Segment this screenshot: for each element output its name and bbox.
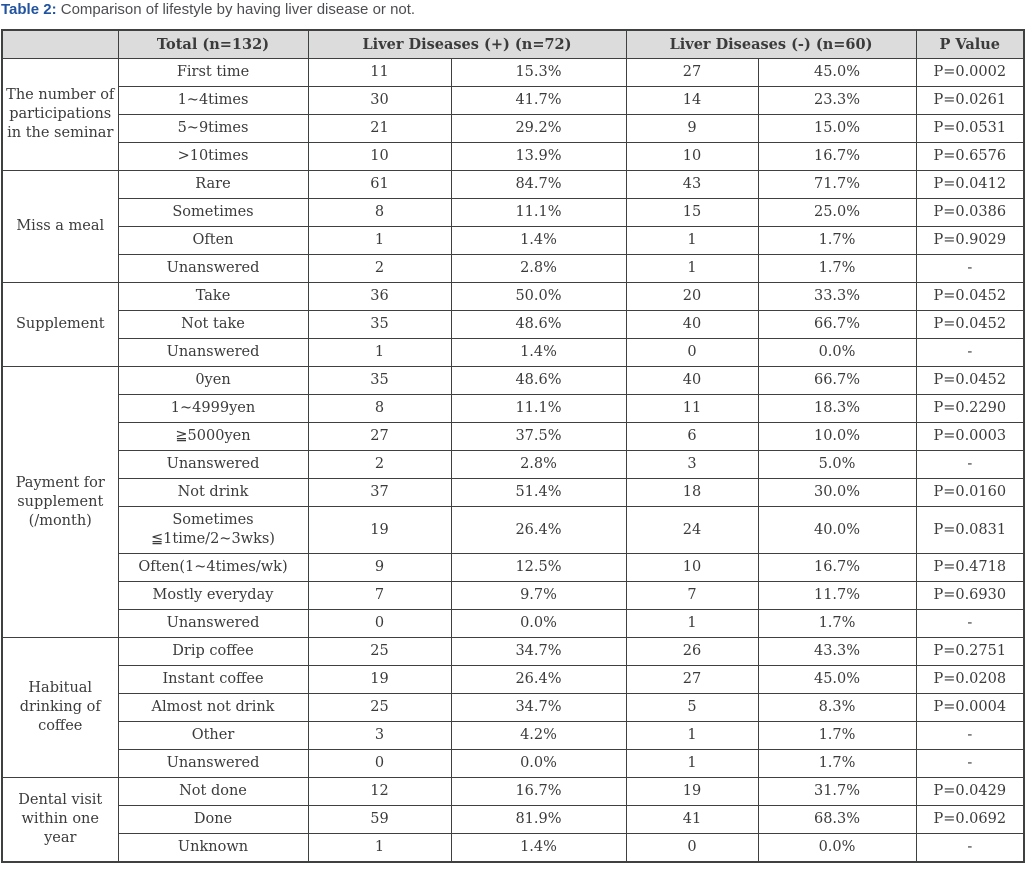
liver-pos-count-cell: 12 [308, 778, 451, 806]
liver-neg-count-cell: 27 [626, 59, 758, 87]
p-value-cell: P=0.0452 [916, 311, 1024, 339]
liver-neg-percent-cell: 0.0% [758, 834, 916, 863]
liver-neg-count-cell: 0 [626, 834, 758, 863]
liver-pos-percent-cell: 0.0% [451, 610, 626, 638]
liver-pos-percent-cell: 26.4% [451, 507, 626, 554]
liver-pos-count-cell: 1 [308, 339, 451, 367]
lifestyle-comparison-table [1, 29, 1025, 863]
table-row [2, 582, 1024, 610]
table-row [2, 367, 1024, 395]
table-row [2, 451, 1024, 479]
table-row [2, 59, 1024, 87]
header-liver-diseases-positive: Liver Diseases (+) (n=72) [308, 30, 626, 59]
liver-pos-percent-cell: 1.4% [451, 834, 626, 863]
liver-neg-count-cell: 15 [626, 199, 758, 227]
liver-neg-count-cell: 41 [626, 806, 758, 834]
liver-pos-percent-cell: 34.7% [451, 694, 626, 722]
p-value-cell: P=0.0208 [916, 666, 1024, 694]
liver-neg-percent-cell: 45.0% [758, 666, 916, 694]
category-cell: Unanswered [118, 339, 308, 367]
liver-pos-count-cell: 9 [308, 554, 451, 582]
liver-neg-percent-cell: 1.7% [758, 610, 916, 638]
liver-neg-count-cell: 20 [626, 283, 758, 311]
liver-pos-percent-cell: 51.4% [451, 479, 626, 507]
liver-pos-percent-cell: 16.7% [451, 778, 626, 806]
table-row [2, 143, 1024, 171]
liver-neg-percent-cell: 18.3% [758, 395, 916, 423]
liver-neg-percent-cell: 33.3% [758, 283, 916, 311]
liver-neg-percent-cell: 16.7% [758, 554, 916, 582]
liver-neg-count-cell: 9 [626, 115, 758, 143]
liver-pos-count-cell: 59 [308, 806, 451, 834]
liver-pos-percent-cell: 2.8% [451, 255, 626, 283]
p-value-cell: P=0.9029 [916, 227, 1024, 255]
p-value-cell: P=0.0160 [916, 479, 1024, 507]
liver-pos-count-cell: 36 [308, 283, 451, 311]
liver-pos-percent-cell: 37.5% [451, 423, 626, 451]
liver-pos-count-cell: 19 [308, 507, 451, 554]
liver-pos-percent-cell: 50.0% [451, 283, 626, 311]
liver-pos-percent-cell: 1.4% [451, 339, 626, 367]
liver-neg-count-cell: 40 [626, 367, 758, 395]
table-row [2, 666, 1024, 694]
liver-pos-count-cell: 8 [308, 395, 451, 423]
p-value-cell: P=0.0003 [916, 423, 1024, 451]
liver-neg-count-cell: 10 [626, 554, 758, 582]
p-value-cell: - [916, 722, 1024, 750]
p-value-cell: P=0.0261 [916, 87, 1024, 115]
row-group-label: The number of participations in the seminar [2, 59, 118, 171]
category-cell: Rare [118, 171, 308, 199]
category-cell: Other [118, 722, 308, 750]
liver-pos-count-cell: 21 [308, 115, 451, 143]
table-row [2, 750, 1024, 778]
p-value-cell: - [916, 834, 1024, 863]
liver-neg-count-cell: 3 [626, 451, 758, 479]
liver-neg-count-cell: 0 [626, 339, 758, 367]
p-value-cell: P=0.0452 [916, 367, 1024, 395]
liver-neg-count-cell: 26 [626, 638, 758, 666]
table-row [2, 199, 1024, 227]
liver-pos-percent-cell: 48.6% [451, 311, 626, 339]
table-row [2, 806, 1024, 834]
table-row [2, 722, 1024, 750]
liver-pos-percent-cell: 4.2% [451, 722, 626, 750]
liver-neg-percent-cell: 23.3% [758, 87, 916, 115]
category-cell: Unanswered [118, 255, 308, 283]
table-row [2, 227, 1024, 255]
table-row [2, 395, 1024, 423]
liver-neg-percent-cell: 1.7% [758, 227, 916, 255]
table-row [2, 610, 1024, 638]
liver-pos-count-cell: 10 [308, 143, 451, 171]
liver-pos-percent-cell: 0.0% [451, 750, 626, 778]
category-cell: Not take [118, 311, 308, 339]
liver-neg-percent-cell: 1.7% [758, 722, 916, 750]
liver-neg-percent-cell: 5.0% [758, 451, 916, 479]
category-cell: First time [118, 59, 308, 87]
liver-neg-count-cell: 1 [626, 255, 758, 283]
category-cell: Take [118, 283, 308, 311]
liver-neg-percent-cell: 43.3% [758, 638, 916, 666]
category-cell: 0yen [118, 367, 308, 395]
liver-pos-count-cell: 25 [308, 694, 451, 722]
liver-pos-percent-cell: 11.1% [451, 199, 626, 227]
p-value-cell: P=0.2290 [916, 395, 1024, 423]
p-value-cell: P=0.0531 [916, 115, 1024, 143]
table-caption-label: Table 2: [1, 1, 57, 18]
liver-neg-percent-cell: 31.7% [758, 778, 916, 806]
category-cell: Unknown [118, 834, 308, 863]
category-cell: Unanswered [118, 451, 308, 479]
liver-neg-percent-cell: 71.7% [758, 171, 916, 199]
category-cell: Almost not drink [118, 694, 308, 722]
table-row [2, 834, 1024, 863]
category-cell: Not drink [118, 479, 308, 507]
liver-pos-percent-cell: 2.8% [451, 451, 626, 479]
liver-pos-count-cell: 1 [308, 834, 451, 863]
category-cell: 1~4999yen [118, 395, 308, 423]
table-caption-text: Comparison of lifestyle by having liver disease or not. [60, 1, 416, 18]
liver-neg-percent-cell: 40.0% [758, 507, 916, 554]
liver-neg-count-cell: 1 [626, 750, 758, 778]
p-value-cell: - [916, 451, 1024, 479]
table-row [2, 638, 1024, 666]
table-row [2, 554, 1024, 582]
liver-neg-count-cell: 18 [626, 479, 758, 507]
header-row [2, 30, 1024, 59]
liver-neg-percent-cell: 30.0% [758, 479, 916, 507]
header-total: Total (n=132) [118, 30, 308, 59]
liver-neg-count-cell: 1 [626, 722, 758, 750]
liver-pos-percent-cell: 29.2% [451, 115, 626, 143]
category-cell: Unanswered [118, 610, 308, 638]
liver-pos-count-cell: 61 [308, 171, 451, 199]
liver-neg-count-cell: 6 [626, 423, 758, 451]
liver-pos-count-cell: 27 [308, 423, 451, 451]
table-row [2, 115, 1024, 143]
table-caption [1, 1, 1025, 19]
category-cell: Mostly everyday [118, 582, 308, 610]
liver-pos-count-cell: 35 [308, 367, 451, 395]
liver-pos-count-cell: 30 [308, 87, 451, 115]
p-value-cell: P=0.0429 [916, 778, 1024, 806]
table-row [2, 778, 1024, 806]
header-liver-diseases-negative: Liver Diseases (-) (n=60) [626, 30, 916, 59]
liver-pos-count-cell: 25 [308, 638, 451, 666]
row-group-label: Miss a meal [2, 171, 118, 283]
liver-pos-percent-cell: 48.6% [451, 367, 626, 395]
liver-neg-percent-cell: 66.7% [758, 311, 916, 339]
liver-pos-count-cell: 7 [308, 582, 451, 610]
liver-neg-count-cell: 14 [626, 87, 758, 115]
liver-pos-percent-cell: 41.7% [451, 87, 626, 115]
category-cell: Not done [118, 778, 308, 806]
liver-pos-count-cell: 2 [308, 255, 451, 283]
table-row [2, 507, 1024, 554]
liver-neg-percent-cell: 8.3% [758, 694, 916, 722]
table-row [2, 255, 1024, 283]
liver-pos-count-cell: 1 [308, 227, 451, 255]
category-cell: Sometimes [118, 199, 308, 227]
liver-neg-percent-cell: 16.7% [758, 143, 916, 171]
liver-neg-count-cell: 24 [626, 507, 758, 554]
category-cell: Often [118, 227, 308, 255]
table-row [2, 311, 1024, 339]
liver-pos-count-cell: 37 [308, 479, 451, 507]
liver-pos-percent-cell: 15.3% [451, 59, 626, 87]
header-p-value: P Value [916, 30, 1024, 59]
liver-neg-count-cell: 1 [626, 610, 758, 638]
liver-neg-percent-cell: 1.7% [758, 255, 916, 283]
p-value-cell: P=0.0002 [916, 59, 1024, 87]
liver-neg-percent-cell: 0.0% [758, 339, 916, 367]
liver-pos-count-cell: 11 [308, 59, 451, 87]
table-row [2, 339, 1024, 367]
liver-pos-percent-cell: 13.9% [451, 143, 626, 171]
liver-neg-count-cell: 5 [626, 694, 758, 722]
category-cell: 1~4times [118, 87, 308, 115]
liver-pos-count-cell: 0 [308, 610, 451, 638]
p-value-cell: - [916, 339, 1024, 367]
liver-neg-percent-cell: 11.7% [758, 582, 916, 610]
table-row [2, 694, 1024, 722]
p-value-cell: P=0.0004 [916, 694, 1024, 722]
p-value-cell: - [916, 255, 1024, 283]
liver-neg-count-cell: 19 [626, 778, 758, 806]
liver-pos-percent-cell: 9.7% [451, 582, 626, 610]
liver-neg-percent-cell: 45.0% [758, 59, 916, 87]
liver-pos-percent-cell: 81.9% [451, 806, 626, 834]
liver-pos-percent-cell: 12.5% [451, 554, 626, 582]
category-cell: Drip coffee [118, 638, 308, 666]
table-row [2, 479, 1024, 507]
liver-pos-count-cell: 19 [308, 666, 451, 694]
p-value-cell: P=0.2751 [916, 638, 1024, 666]
p-value-cell: P=0.0831 [916, 507, 1024, 554]
p-value-cell: P=0.0412 [916, 171, 1024, 199]
liver-neg-percent-cell: 25.0% [758, 199, 916, 227]
category-cell: Done [118, 806, 308, 834]
liver-neg-count-cell: 11 [626, 395, 758, 423]
liver-pos-count-cell: 8 [308, 199, 451, 227]
table-row [2, 171, 1024, 199]
liver-neg-percent-cell: 66.7% [758, 367, 916, 395]
row-group-label: Habitual drinking of coffee [2, 638, 118, 778]
liver-pos-percent-cell: 26.4% [451, 666, 626, 694]
p-value-cell: P=0.0692 [916, 806, 1024, 834]
liver-pos-percent-cell: 34.7% [451, 638, 626, 666]
liver-pos-count-cell: 2 [308, 451, 451, 479]
liver-pos-percent-cell: 1.4% [451, 227, 626, 255]
liver-pos-count-cell: 0 [308, 750, 451, 778]
category-cell: Often(1~4times/wk) [118, 554, 308, 582]
liver-neg-percent-cell: 1.7% [758, 750, 916, 778]
row-group-label: Supplement [2, 283, 118, 367]
liver-pos-percent-cell: 11.1% [451, 395, 626, 423]
liver-pos-count-cell: 3 [308, 722, 451, 750]
p-value-cell: P=0.0386 [916, 199, 1024, 227]
liver-pos-percent-cell: 84.7% [451, 171, 626, 199]
header-corner-cell [2, 30, 118, 59]
row-group-label: Payment for supplement (/month) [2, 367, 118, 638]
p-value-cell: P=0.0452 [916, 283, 1024, 311]
category-cell: ≧5000yen [118, 423, 308, 451]
liver-pos-count-cell: 35 [308, 311, 451, 339]
liver-neg-count-cell: 10 [626, 143, 758, 171]
p-value-cell: - [916, 610, 1024, 638]
liver-neg-percent-cell: 68.3% [758, 806, 916, 834]
category-cell: 5~9times [118, 115, 308, 143]
category-cell: Instant coffee [118, 666, 308, 694]
table-row [2, 423, 1024, 451]
row-group-label: Dental visit within one year [2, 778, 118, 863]
category-cell: Unanswered [118, 750, 308, 778]
liver-neg-count-cell: 1 [626, 227, 758, 255]
liver-neg-count-cell: 40 [626, 311, 758, 339]
category-cell: >10times [118, 143, 308, 171]
liver-neg-percent-cell: 10.0% [758, 423, 916, 451]
p-value-cell: - [916, 750, 1024, 778]
liver-neg-count-cell: 7 [626, 582, 758, 610]
p-value-cell: P=0.6576 [916, 143, 1024, 171]
liver-neg-percent-cell: 15.0% [758, 115, 916, 143]
category-cell: Sometimes ≦1time/2~3wks) [118, 507, 308, 554]
liver-neg-count-cell: 43 [626, 171, 758, 199]
p-value-cell: P=0.6930 [916, 582, 1024, 610]
table-row [2, 283, 1024, 311]
table-row [2, 87, 1024, 115]
p-value-cell: P=0.4718 [916, 554, 1024, 582]
liver-neg-count-cell: 27 [626, 666, 758, 694]
